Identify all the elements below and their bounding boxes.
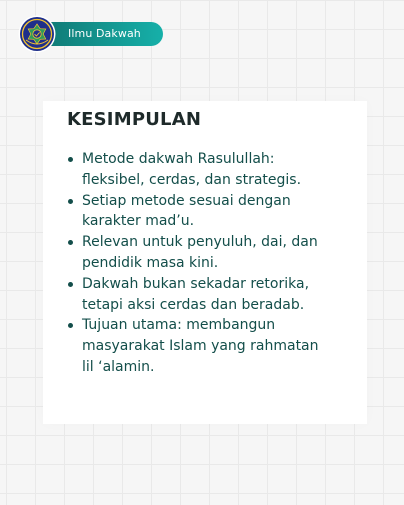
list-item [67,315,357,377]
list-item-line: Metode dakwah Rasulullah: [82,151,275,167]
list-item-line: Relevan untuk penyuluh, dai, dan [82,234,318,251]
list-item-line: masyarakat Islam yang rahmatan [82,338,319,355]
bullet-icon [68,282,73,287]
list-item-line: fleksibel, cerdas, dan strategis. [82,171,302,188]
list-item-line: karakter mad’u. [82,213,195,230]
list-item [67,232,357,274]
list-item [67,274,357,316]
list-item [67,149,357,191]
bullet-icon [68,323,73,328]
bullet-icon [68,157,73,162]
list-item-line: pendidik masa kini. [82,254,219,271]
bullet-icon [68,240,73,245]
conclusion-card [43,101,367,424]
list-item-line: lil ‘alamin. [82,358,155,375]
header-title: Ilmu Dakwah [68,27,141,40]
list-item-line: Setiap metode sesuai dengan [82,192,291,209]
list-item-line: Dakwah bukan sekadar retorika, [82,275,310,292]
list-item [67,191,357,233]
list-item-line: Tujuan utama: membangun [82,317,276,334]
emblem-logo-icon [18,15,56,53]
conclusion-list [67,149,357,378]
list-item-line: tetapi aksi cerdas dan beradab. [82,296,305,313]
bullet-icon [68,199,73,204]
card-title: KESIMPULAN [67,109,202,130]
